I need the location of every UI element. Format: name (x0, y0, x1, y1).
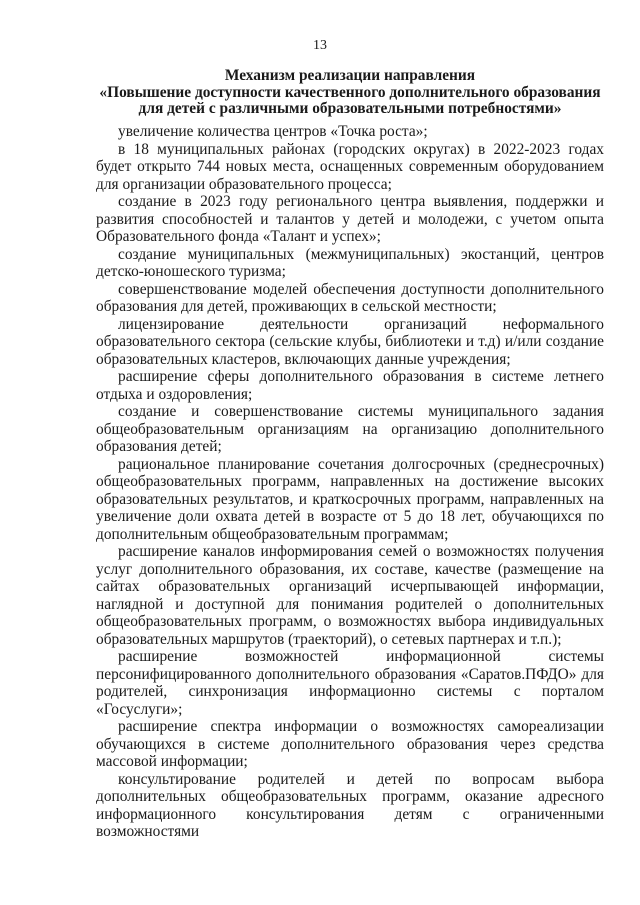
list-item: создание муниципальных (межмуниципальных) экостанций, центров детско-юношеского туризма; (96, 245, 604, 280)
list-item: увеличение количества центров «Точка роста»; (118, 123, 428, 140)
section-title-line: для детей с различными образовательными потребностями» (138, 100, 562, 117)
list-item: расширение спектра информации о возможностях самореализации обучающихся в системе дополнительного образования через средства массовой информации; (96, 718, 604, 770)
list-item: рациональное планирование сочетания долгосрочных (среднесрочных) общеобразовательных программ, направленных на достижение высоких образовательных результатов, и краткосрочных программ, направленных на увеличение доли охвата детей в возрасте от 5 до 18 лет, обучающихся по дополнительным общеобразовательным программам; (96, 455, 604, 543)
section-title (88, 68, 612, 118)
list-item: расширение каналов информирования семей о возможностях получения услуг дополнительного образования, их составе, качестве (размещение на сайтах образовательных организаций исчерпывающей информации, наглядной и доступной для понимания родителей о дополнительных общеобразовательных программ, о возможностях выбора индивидуальных образовательных маршрутов (траекторий), о сетевых партнерах и т.п.); (96, 543, 604, 648)
list-item: в 18 муниципальных районах (городских округах) в 2022-2023 годах будет открыто 744 новых места, оснащенных современным оборудованием для организации образовательного процесса; (96, 140, 604, 193)
document-body (96, 123, 604, 841)
section-title-line: Механизм реализации направления (224, 67, 476, 84)
list-item: консультирование родителей и детей по вопросам выбора дополнительных общеобразовательных программ, оказание адресного информационного консультирования детям с ограниченными возможностями (96, 770, 604, 840)
list-item: создание в 2023 году регионального центра выявления, поддержки и развития способностей и талантов у детей и молодежи, с учетом опыта Образовательного фонда «Талант и успех»; (96, 193, 604, 245)
list-item: создание и совершенствование системы муниципального задания общеобразовательным организациям на организацию дополнительного образования детей; (96, 403, 604, 455)
list-item: лицензирование деятельности организаций неформального образовательного сектора (сельские клубы, библиотеки и т.д) и/или создание образовательных кластеров, включающих данные учреждения; (96, 315, 604, 368)
page-number: 13 (313, 38, 327, 53)
list-item: расширение сферы дополнительного образования в системе летнего отдыха и оздоровления; (96, 368, 604, 403)
list-item: расширение возможностей информационной системы персонифицированного дополнительного образования «Саратов.ПФДО» для родителей, синхронизация информационно системы с порталом «Госуслуги»; (96, 648, 604, 718)
list-item: совершенствование моделей обеспечения доступности дополнительного образования для детей, проживающих в сельской местности; (96, 280, 604, 315)
section-title-line: «Повышение доступности качественного дополнительного образования (99, 83, 601, 101)
